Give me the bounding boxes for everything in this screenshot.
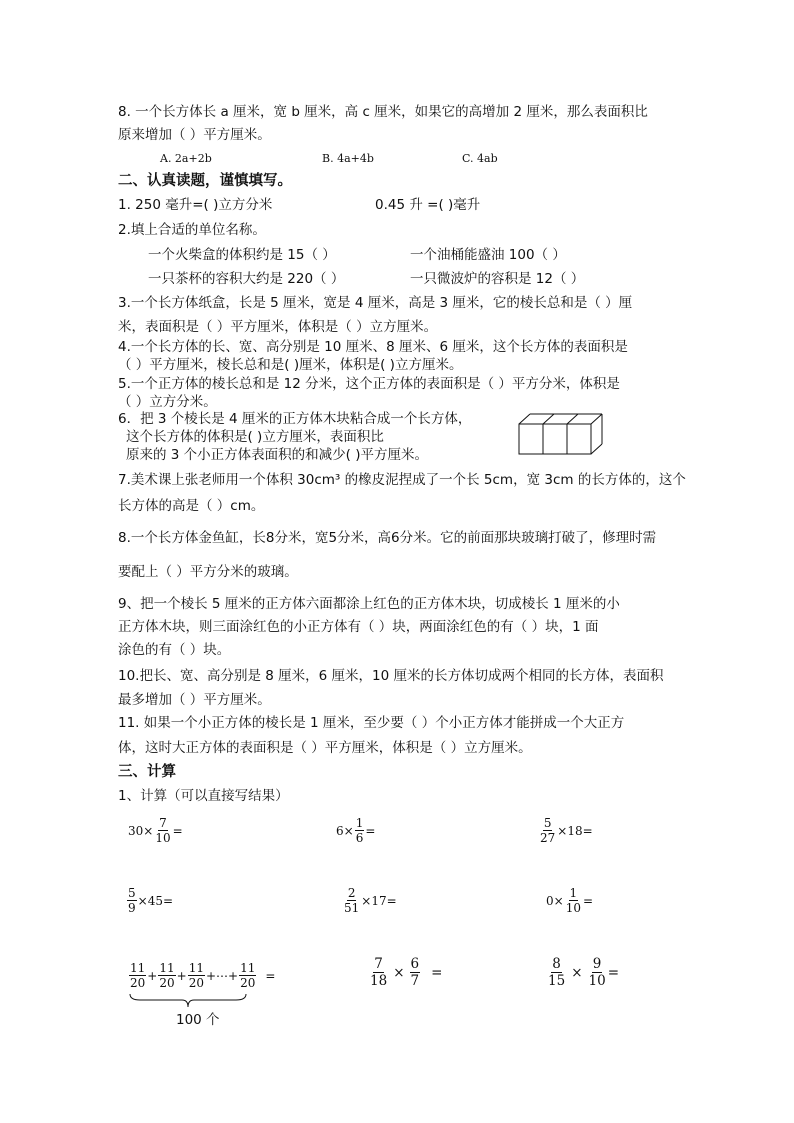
calc-r2b bbox=[342, 886, 397, 915]
calc-r2c-post: = bbox=[582, 893, 594, 908]
calc-r1c bbox=[538, 816, 593, 845]
fill-q1-part1: 1. 250 毫升=( )立方分米 bbox=[118, 197, 273, 213]
numerator: 11 bbox=[240, 961, 256, 975]
three-cubes-figure bbox=[518, 412, 604, 456]
fill-q6-line2: 这个长方体的体积是( )立方厘米，表面积比 bbox=[126, 429, 384, 445]
option-b: B. 4a+4b bbox=[322, 152, 374, 165]
fill-q2-b: 一个油桶能盛油 100（ ） bbox=[410, 247, 566, 263]
calc-r3c-fraction1 bbox=[547, 956, 566, 989]
fill-q8-line1: 8.一个长方体金鱼缸，长8分米，宽5分米，高6分米。它的前面那块玻璃打破了，修理时需 bbox=[118, 530, 657, 546]
calc-r2b-fraction bbox=[343, 886, 360, 915]
fill-q4-line1: 4.一个长方体的长、宽、高分别是 10 厘米、8 厘米、6 厘米，这个长方体的表面积是 bbox=[118, 339, 628, 355]
numerator: 7 bbox=[374, 956, 383, 972]
calc-r2c-fraction bbox=[565, 886, 582, 915]
underbrace-label: 100 个 bbox=[176, 1012, 220, 1028]
denominator: 20 bbox=[130, 976, 146, 990]
numerator: 7 bbox=[159, 816, 167, 830]
fill-q2-a: 一个火柴盒的体积约是 15（ ） bbox=[148, 247, 336, 263]
calc-r3c-fraction2 bbox=[588, 956, 607, 989]
fill-q9-line2: 正方体木块，则三面涂红色的小正方体有（ ）块，两面涂红色的有（ ）块，1 面 bbox=[118, 619, 599, 635]
fill-q5-line1: 5.一个正方体的棱长总和是 12 分米，这个正方体的表面积是（ ）平方分米，体积是 bbox=[118, 376, 620, 392]
equals-sign: = bbox=[607, 964, 619, 981]
calc-r3a-term-last bbox=[239, 961, 256, 990]
fill-q3-line2: 米，表面积是（ ）平方厘米，体积是（ ）立方厘米。 bbox=[118, 319, 438, 335]
numerator: 1 bbox=[569, 886, 578, 900]
denominator: 20 bbox=[159, 976, 175, 990]
fill-q6-line3: 原来的 3 个小正方体表面积的和减少( )平方厘米。 bbox=[126, 447, 428, 463]
fill-q4-line2: （ ）平方厘米，棱长总和是( )厘米，体积是( )立方厘米。 bbox=[118, 357, 463, 373]
fill-q9-line1: 9、把一个棱长 5 厘米的正方体六面都涂上红色的正方体木块，切成棱长 1 厘米的小 bbox=[118, 596, 620, 612]
calc-r3a bbox=[128, 961, 275, 990]
fill-q5-line2: （ ）立方分米。 bbox=[118, 394, 217, 410]
numerator: 1 bbox=[355, 816, 364, 830]
q8-mc-line1: 8. 一个长方体长 a 厘米，宽 b 厘米，高 c 厘米，如果它的高增加 2 厘米，那么表面积比 bbox=[118, 104, 648, 120]
calc-r2b-post: ×17= bbox=[361, 893, 397, 908]
fill-q11-line1: 11. 如果一个小正方体的棱长是 1 厘米，至少要（ ）个小正方体才能拼成一个大正方 bbox=[118, 715, 625, 731]
equals-sign: = bbox=[265, 968, 276, 983]
calc-r1c-post: ×18= bbox=[557, 823, 593, 838]
denominator: 10 bbox=[565, 901, 581, 915]
plus-sign: + bbox=[147, 968, 158, 983]
fill-q3-line1: 3.一个长方体纸盒，长是 5 厘米，宽是 4 厘米，高是 3 厘米，它的棱长总和是（ ）厘 bbox=[118, 295, 633, 311]
fill-q11-line2: 体，这时大正方体的表面积是（ ）平方厘米，体积是（ ）立方厘米。 bbox=[118, 740, 532, 756]
denominator: 51 bbox=[344, 901, 360, 915]
calc-r1a bbox=[128, 816, 183, 845]
calc-r1c-fraction bbox=[539, 816, 556, 845]
calc-r1a-post: = bbox=[172, 823, 183, 838]
calc-r3c bbox=[546, 956, 619, 989]
calc-r3a-term2 bbox=[158, 961, 175, 990]
fill-q2-head: 2.填上合适的单位名称。 bbox=[118, 222, 266, 238]
numerator: 8 bbox=[552, 956, 561, 972]
fill-q2-d: 一只微波炉的容积是 12（ ） bbox=[410, 271, 585, 287]
fill-q7-line1: 7.美术课上张老师用一个体积 30cm³ 的橡皮泥捏成了一个长 5cm，宽 3cm 的长方体的，这个 bbox=[118, 472, 686, 488]
q8-mc-line2: 原来增加（ ）平方厘米。 bbox=[118, 127, 271, 143]
denominator: 18 bbox=[370, 973, 388, 989]
calc-head: 1、计算（可以直接写结果） bbox=[118, 788, 289, 804]
numerator: 9 bbox=[592, 956, 602, 972]
times-sign: × bbox=[393, 964, 405, 981]
ellipsis-sum: +⋯+ bbox=[205, 968, 239, 983]
calc-r1b bbox=[336, 816, 375, 845]
calc-r2c bbox=[546, 886, 593, 915]
fill-q6-line1: 6．把 3 个棱长是 4 厘米的正方体木块粘合成一个长方体， bbox=[118, 411, 472, 427]
numerator: 5 bbox=[128, 886, 136, 900]
fill-q7-line2: 长方体的高是（ ）cm。 bbox=[118, 498, 265, 514]
fill-q2-c: 一只茶杯的容积大约是 220（ ） bbox=[148, 271, 345, 287]
calc-r3a-term1 bbox=[129, 961, 146, 990]
calc-r2a-fraction bbox=[127, 886, 137, 915]
denominator: 10 bbox=[588, 973, 606, 989]
fill-q10-line1: 10.把长、宽、高分别是 8 厘米，6 厘米，10 厘米的长方体切成两个相同的长方体，表面积 bbox=[118, 668, 664, 684]
calc-r1b-post: = bbox=[365, 823, 376, 838]
calc-r2c-pre: 0× bbox=[546, 893, 564, 908]
denominator: 10 bbox=[155, 831, 171, 845]
underbrace bbox=[128, 993, 248, 1009]
equals-sign: = bbox=[431, 964, 443, 981]
numerator: 11 bbox=[130, 961, 146, 975]
numerator: 5 bbox=[543, 816, 552, 830]
numerator: 11 bbox=[159, 961, 175, 975]
denominator: 20 bbox=[188, 976, 204, 990]
denominator: 6 bbox=[355, 831, 364, 845]
calc-r3b-fraction1 bbox=[369, 956, 388, 989]
calc-r1b-pre: 6× bbox=[336, 823, 354, 838]
calc-r3b-fraction2 bbox=[410, 956, 421, 989]
section-3-title: 三、计算 bbox=[118, 764, 176, 780]
calc-r1b-fraction bbox=[355, 816, 365, 845]
denominator: 15 bbox=[548, 973, 566, 989]
calc-r3a-term3 bbox=[188, 961, 205, 990]
option-a: A. 2a+2b bbox=[160, 152, 212, 165]
fill-q1-part2: 0.45 升 =( )毫升 bbox=[375, 197, 481, 213]
numerator: 11 bbox=[188, 961, 204, 975]
calc-r2a bbox=[126, 886, 173, 915]
denominator: 9 bbox=[128, 901, 136, 915]
fill-q10-line2: 最多增加（ ）平方厘米。 bbox=[118, 692, 271, 708]
fill-q8-line2: 要配上（ ）平方分米的玻璃。 bbox=[118, 564, 298, 580]
fill-q9-line3: 涂色的有（ ）块。 bbox=[118, 642, 231, 658]
calc-r1a-pre: 30× bbox=[128, 823, 154, 838]
denominator: 20 bbox=[240, 976, 256, 990]
plus-sign: + bbox=[176, 968, 187, 983]
times-sign: × bbox=[571, 964, 583, 981]
numerator: 6 bbox=[410, 956, 420, 972]
calc-r1a-fraction bbox=[154, 816, 171, 845]
calc-r2a-post: ×45= bbox=[137, 893, 174, 908]
denominator: 27 bbox=[540, 831, 556, 845]
section-2-title: 二、认真读题，谨慎填写。 bbox=[118, 173, 292, 189]
option-c: C. 4ab bbox=[462, 152, 498, 165]
denominator: 7 bbox=[410, 973, 420, 989]
numerator: 2 bbox=[347, 886, 356, 900]
calc-r3b bbox=[368, 956, 442, 989]
